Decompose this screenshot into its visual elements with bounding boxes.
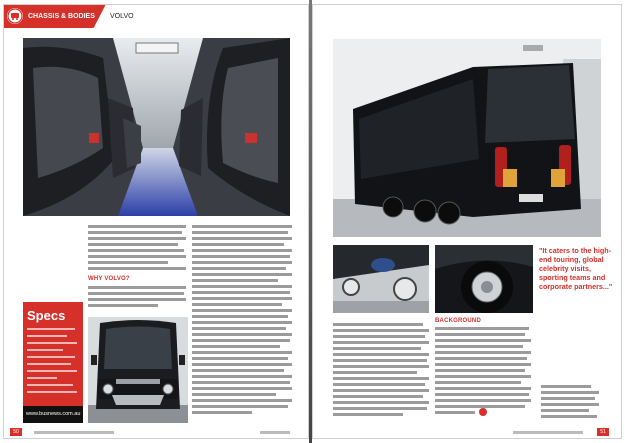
left-footer-bar bbox=[34, 431, 114, 434]
wheel-photo bbox=[435, 245, 533, 313]
website-link[interactable]: www.busnews.com.au bbox=[26, 411, 81, 417]
right-page bbox=[312, 4, 622, 439]
right-page-number: 51 bbox=[597, 428, 609, 436]
left-page bbox=[3, 4, 309, 439]
headlight-photo bbox=[333, 245, 429, 313]
specs-title: Specs bbox=[27, 308, 66, 323]
right-footer-bar bbox=[513, 431, 583, 434]
bus-badge-icon bbox=[7, 8, 23, 24]
brand-label: VOLVO bbox=[110, 13, 134, 20]
coach-front-photo bbox=[88, 317, 188, 423]
why-volvo-heading: WHY VOLVO? bbox=[88, 276, 130, 282]
website-bar bbox=[23, 406, 83, 423]
left-footer-bar-right bbox=[260, 431, 290, 434]
bus-end-icon bbox=[479, 408, 487, 416]
background-heading: BACKGROUND bbox=[435, 318, 481, 324]
specs-box bbox=[23, 302, 83, 423]
section-label: CHASSIS & BODIES bbox=[28, 13, 95, 20]
coach-rear-photo bbox=[333, 39, 601, 237]
interior-photo bbox=[23, 38, 290, 216]
left-page-number: 50 bbox=[10, 428, 22, 436]
pull-quote: "It caters to the high-end touring, global celebrity visits, sporting teams and corporate partners..." bbox=[539, 246, 613, 291]
